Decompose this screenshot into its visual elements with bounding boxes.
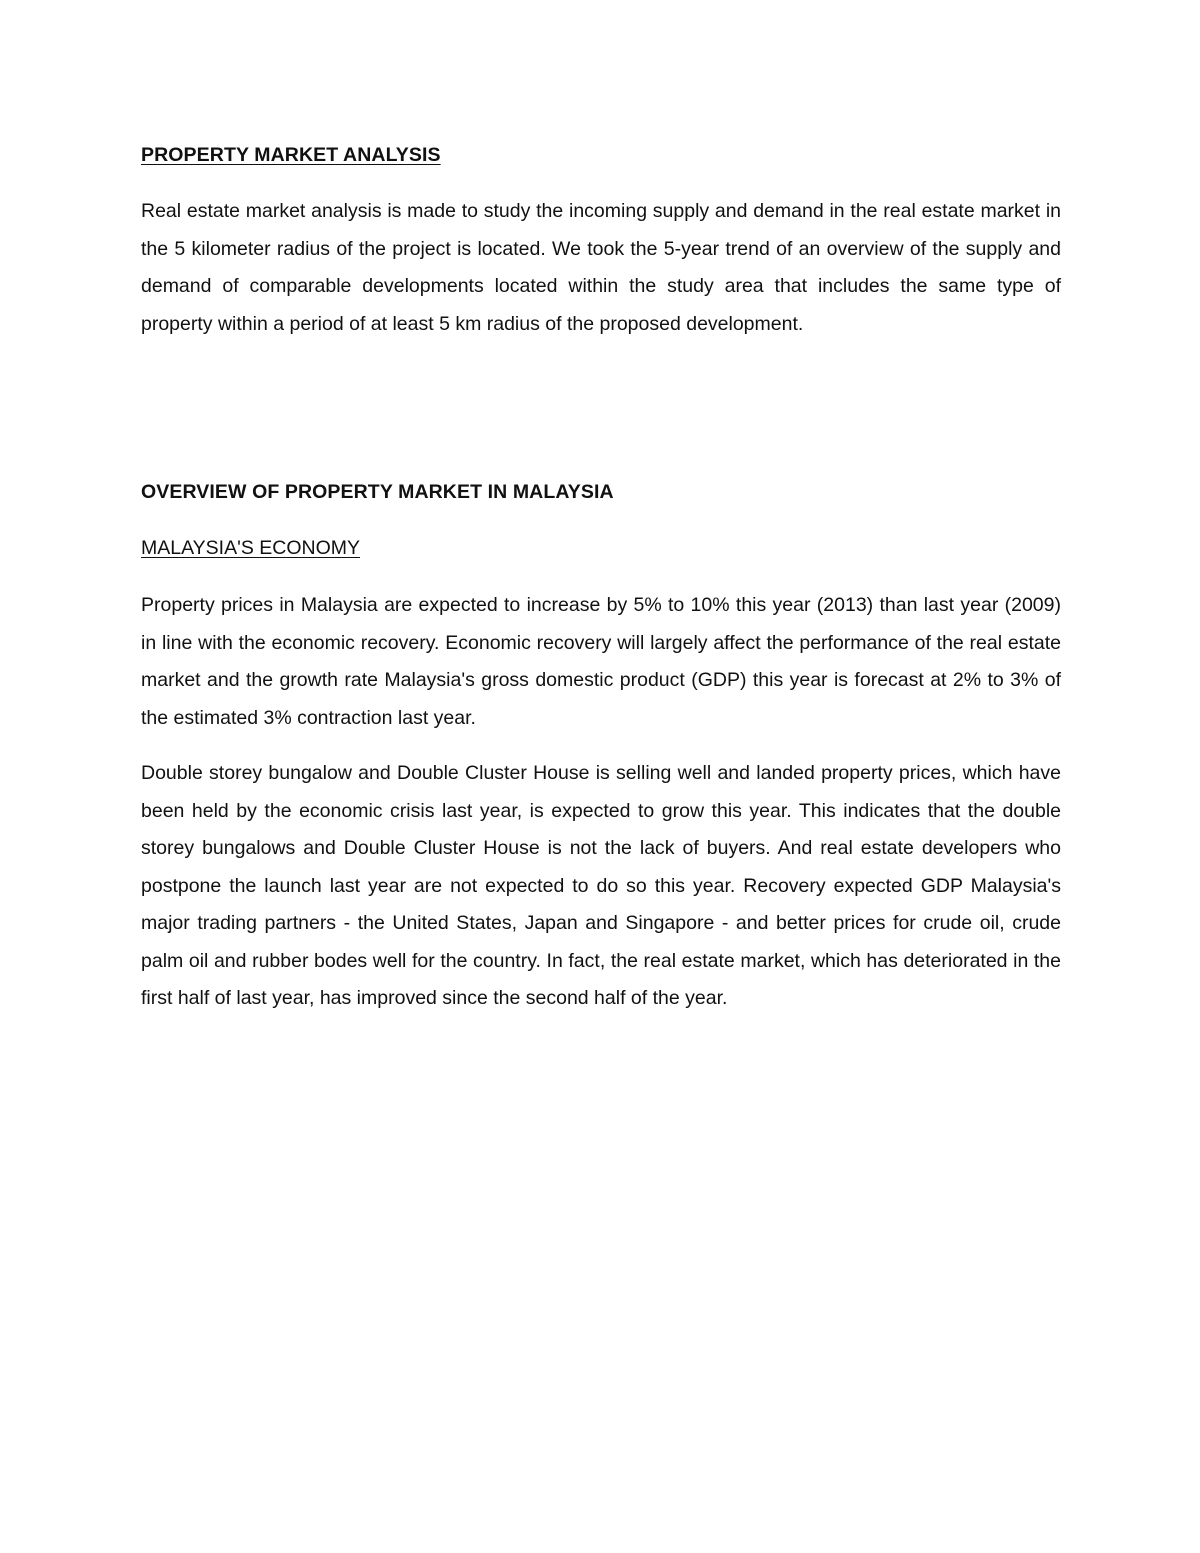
document-content — [141, 138, 1061, 1018]
paragraph-double-storey: Double storey bungalow and Double Cluster House is selling well and landed property prices, which have been held by the economic crisis last year, is expected to grow this year. This indicates that the double storey bungalows and Double Cluster House is not the lack of buyers. And real estate developers who postpone the launch last year are not expected to do so this year. Recovery expected GDP Malaysia's major trading partners - the United States, Japan and Singapore - and better prices for crude oil, crude palm oil and rubber bodes well for the country. In fact, the real estate market, which has deteriorated in the first half of last year, has improved since the second half of the year. — [141, 762, 1061, 1009]
section-heading-property-market-analysis: PROPERTY MARKET ANALYSIS — [141, 144, 441, 166]
section-heading-overview-malaysia: OVERVIEW OF PROPERTY MARKET IN MALAYSIA — [141, 481, 614, 503]
paragraph-property-prices: Property prices in Malaysia are expected to increase by 5% to 10% this year (2013) than last year (2009) in line with the economic recovery. Economic recovery will largely affect the performance of the real estate market and the growth rate Malaysia's gross domestic product (GDP) this year is forecast at 2% to 3% of the estimated 3% contraction last year. — [141, 594, 1061, 729]
paragraph-market-analysis: Real estate market analysis is made to study the incoming supply and demand in the real estate market in the 5 kilometer radius of the project is located. We took the 5-year trend of an overview of the supply and demand of comparable developments located within the study area that includes the same type of property within a period of at least 5 km radius of the proposed development. — [141, 200, 1061, 335]
subheading-malaysia-economy: MALAYSIA'S ECONOMY — [141, 537, 360, 559]
